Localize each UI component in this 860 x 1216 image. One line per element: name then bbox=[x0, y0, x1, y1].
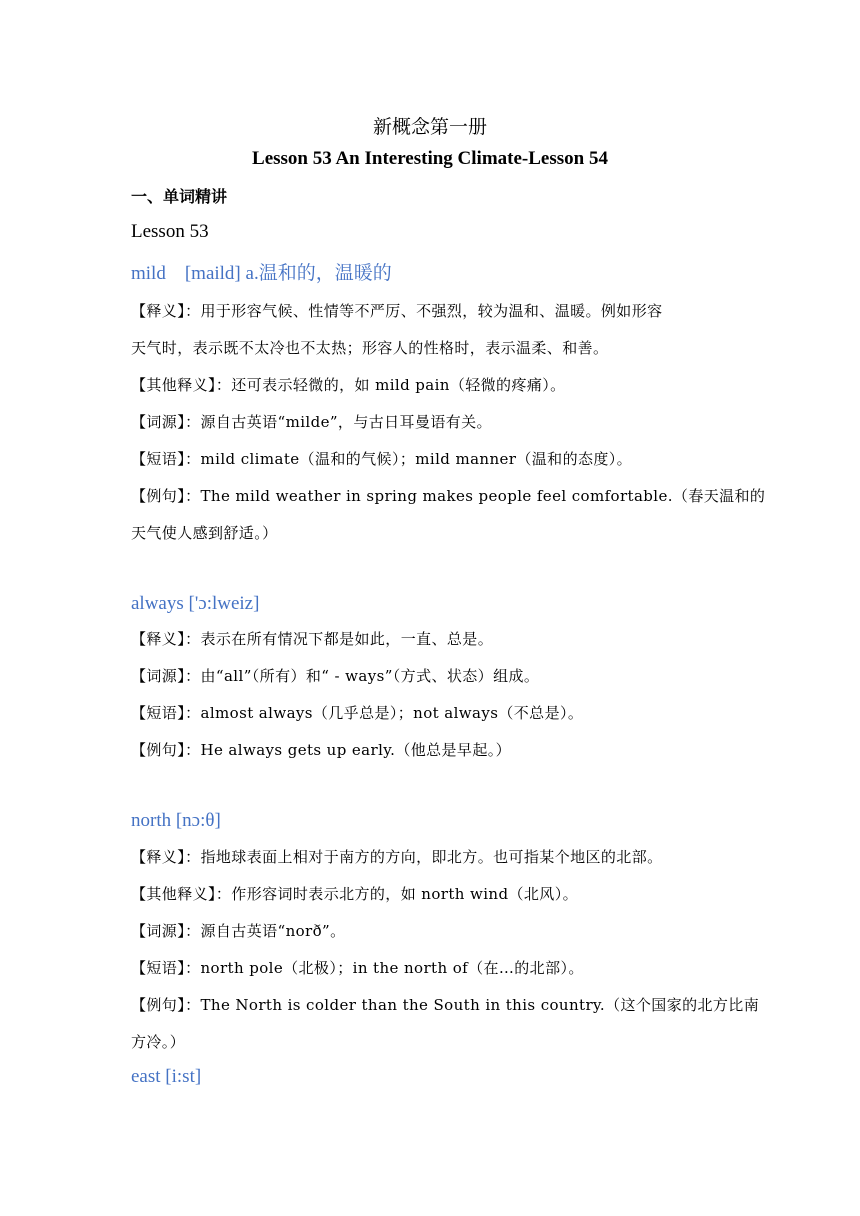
lesson-title: Lesson 53 An Interesting Climate-Lesson 54 bbox=[252, 148, 608, 169]
always-example: 【例句】：He always gets up early.（他总是早起。） bbox=[131, 741, 512, 759]
headword-always: always ['ɔ:lweiz] bbox=[131, 593, 260, 614]
always-etymology: 【词源】：由“all”（所有）和“ - ways”（方式、状态）组成。 bbox=[131, 667, 540, 685]
north-etymology: 【词源】：源自古英语“norð”。 bbox=[131, 922, 346, 940]
north-definition: 【释义】：指地球表面上相对于南方的方向，即北方。也可指某个地区的北部。 bbox=[131, 848, 663, 866]
mild-example-line-2: 天气使人感到舒适。） bbox=[131, 524, 278, 542]
always-phrases: 【短语】：almost always（几乎总是）；not always（不总是）。 bbox=[131, 704, 584, 722]
book-title: 新概念第一册 bbox=[372, 116, 487, 138]
north-example-line-2: 方冷。） bbox=[131, 1033, 186, 1051]
mild-etymology: 【词源】：源自古英语“milde”，与古日耳曼语有关。 bbox=[131, 413, 492, 431]
headword-north: north [nɔ:θ] bbox=[131, 810, 221, 831]
mild-definition-line-2: 天气时，表示既不太冷也不太热；形容人的性格时，表示温柔、和善。 bbox=[131, 339, 609, 357]
headword-mild: mild [maild] a.温和的，温暖的 bbox=[131, 263, 392, 284]
mild-phrases: 【短语】：mild climate（温和的气候）；mild manner（温和的态度）。 bbox=[131, 450, 633, 468]
always-definition: 【释义】：表示在所有情况下都是如此，一直、总是。 bbox=[131, 630, 494, 648]
north-example-line-1: 【例句】：The North is colder than the South in this country.（这个国家的北方比南 bbox=[131, 996, 760, 1014]
mild-example-line-1: 【例句】：The mild weather in spring makes people feel comfortable.（春天温和的 bbox=[131, 487, 766, 505]
headword-east: east [i:st] bbox=[131, 1066, 202, 1087]
mild-other-meaning: 【其他释义】：还可表示轻微的，如 mild pain（轻微的疼痛）。 bbox=[131, 376, 566, 394]
north-other-meaning: 【其他释义】：作形容词时表示北方的，如 north wind（北风）。 bbox=[131, 885, 578, 903]
section-heading: 一、单词精讲 bbox=[131, 187, 228, 206]
lesson-label: Lesson 53 bbox=[131, 221, 209, 242]
north-phrases: 【短语】：north pole（北极）；in the north of（在…的北部）。 bbox=[131, 959, 584, 977]
mild-definition-line-1: 【释义】：用于形容气候、性情等不严厉、不强烈，较为温和、温暖。例如形容 bbox=[131, 302, 663, 320]
